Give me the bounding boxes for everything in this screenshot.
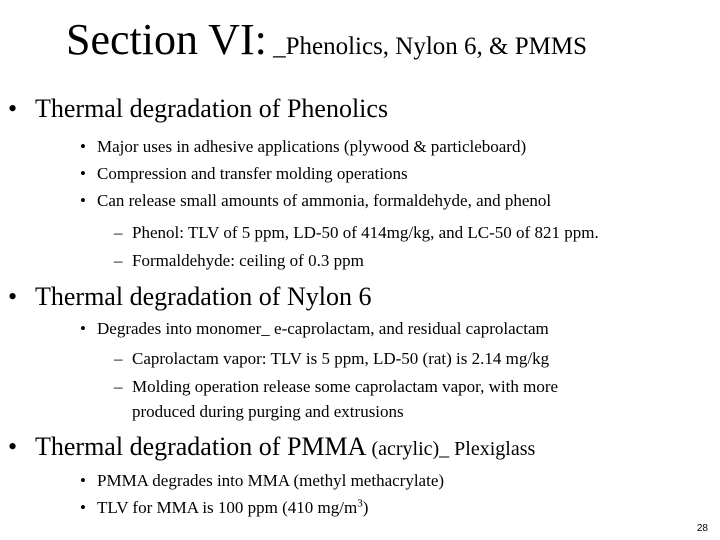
bullet-icon: • [8,94,18,123]
tlv-text: TLV for MMA is 100 ppm (410 mg/m [97,498,358,517]
list-item-text: Major uses in adhesive applications (plywood & particleboard) [97,137,527,156]
sub-list-item-continuation: produced during purging and extrusions [132,402,404,421]
tlv-text-end: ) [362,498,369,517]
bullet-icon: • [80,498,86,517]
bullet-icon: • [80,319,86,338]
sub-list-item-text: Molding operation release some caprolactam vapor, with more [132,377,559,396]
dash-icon: – [114,349,123,368]
slide-title [66,15,588,64]
list-item-text: Can release small amounts of ammonia, formaldehyde, and phenol [97,191,552,210]
list-item-text: Degrades into monomer_ e-caprolactam, and residual caprolactam [97,319,549,338]
sub-list-item-text: Caprolactam vapor: TLV is 5 ppm, LD-50 (rat) is 2.14 mg/kg [132,349,550,368]
heading-text: Thermal degradation of Phenolics [35,94,389,123]
dash-icon: – [114,377,123,396]
dash-icon: – [114,251,123,270]
bullet-icon: • [8,432,18,461]
list-item-text [97,499,368,516]
dash-icon: – [114,223,123,242]
heading-small-text: (acrylic)_ Plexiglass [366,438,536,460]
bullet-icon: • [80,191,86,210]
bullet-icon: • [80,164,86,183]
bullet-icon: • [8,282,18,311]
list-item-text: Compression and transfer molding operations [97,164,408,183]
heading-main-text: Thermal degradation of PMMA [35,432,367,461]
sub-list-item-text: Formaldehyde: ceiling of 0.3 ppm [132,251,364,270]
page-number: 28 [696,523,708,534]
heading-text [35,434,535,460]
superscript: 3 [357,497,363,510]
bullet-icon: • [80,137,86,156]
bullet-icon: • [80,471,86,490]
sub-list-item-text: Phenol: TLV of 5 ppm, LD-50 of 414mg/kg, and LC-50 of 821 ppm. [132,223,599,242]
title-subtitle: _Phenolics, Nylon 6, & PMMS [266,33,588,60]
list-item-text: PMMA degrades into MMA (methyl methacrylate) [97,471,445,490]
title-main: Section VI: [66,15,267,64]
heading-text: Thermal degradation of Nylon 6 [35,282,372,311]
